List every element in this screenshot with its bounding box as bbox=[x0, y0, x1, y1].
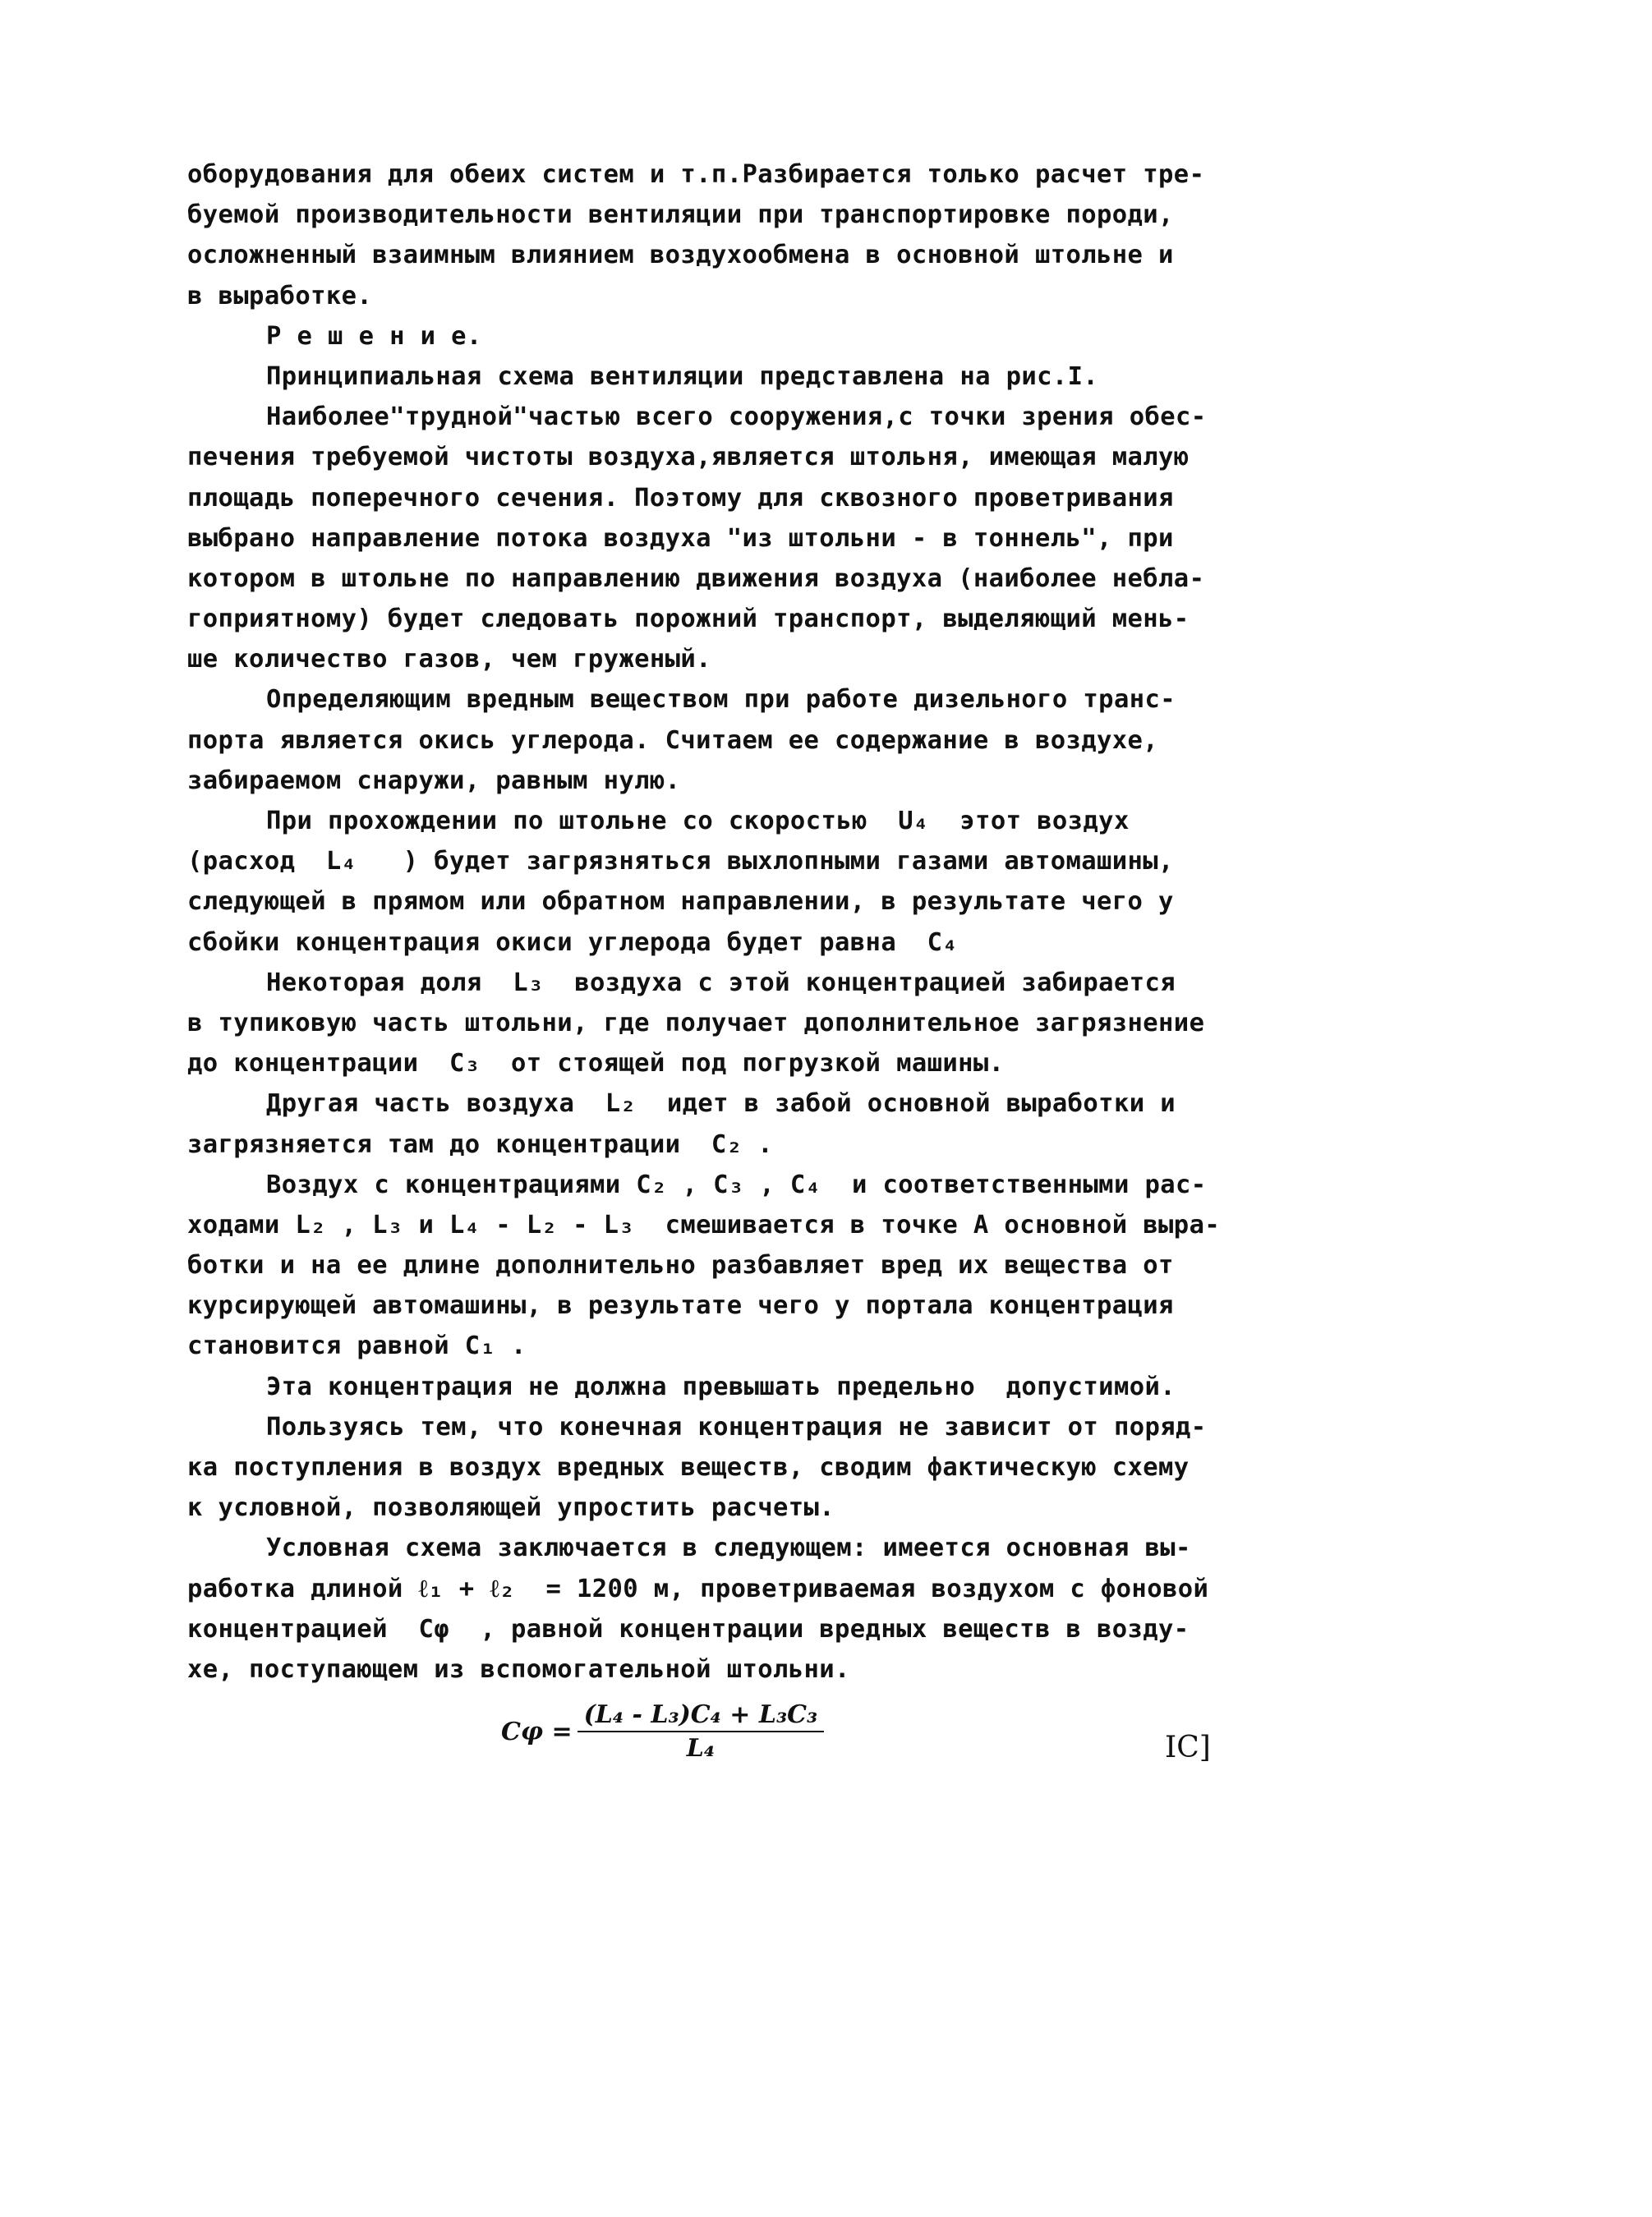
formula-denominator: L₄ bbox=[686, 1734, 715, 1763]
text-line: площадь поперечного сечения. Поэтому для сквозного проветривания bbox=[187, 483, 1174, 513]
body-text bbox=[187, 154, 1272, 1690]
text-line: ботки и на ее длине дополнительно разбавляет вред их вещества от bbox=[187, 1251, 1174, 1281]
text-line: забираемом снаружи, равным нулю. bbox=[187, 766, 681, 795]
text-line: ка поступления в воздух вредных веществ, сводим фактическую схему bbox=[187, 1453, 1190, 1482]
formula-fraction bbox=[578, 1700, 825, 1763]
text-line: Воздух с концентрациями C₂ , C₃ , C₄ и соответственными рас- bbox=[266, 1170, 1207, 1199]
formula-numerator: (L₄ - L₃)C₄ + L₃C₃ bbox=[578, 1700, 825, 1732]
section-heading: Р е ш е н и е. bbox=[266, 321, 482, 351]
text-line: Условная схема заключается в следующем: имеется основная вы- bbox=[266, 1534, 1191, 1563]
text-line: сбойки концентрация окиси углерода будет равна C₄ bbox=[187, 927, 959, 957]
text-line: При прохождении по штольне со скоростью U₄ этот воздух bbox=[266, 807, 1130, 835]
text-line: хе, поступающем из вспомогательной штольни. bbox=[187, 1654, 850, 1684]
text-line: котором в штольне по направлению движения воздуха (наиболее небла- bbox=[187, 563, 1205, 593]
text-line: гоприятному) будет следовать порожний транспорт, выделяющий мень- bbox=[187, 605, 1190, 634]
text-line: до концентрации C₃ от стоящей под погрузкой машины. bbox=[187, 1049, 1005, 1079]
text-line: ше количество газов, чем груженый. bbox=[187, 645, 711, 674]
text-line: курсирующей автомашины, в результате чего у портала концентрация bbox=[187, 1291, 1174, 1321]
text-line: оборудования для обеих систем и т.п.Разбирается только расчет тре- bbox=[187, 160, 1205, 189]
text-line: выбрано направление потока воздуха "из штольни - в тоннель", при bbox=[187, 523, 1174, 553]
text-line: порта является окись углерода. Считаем ее содержание в воздухе, bbox=[187, 725, 1159, 755]
text-line: Другая часть воздуха L₂ идет в забой основной выработки и bbox=[266, 1089, 1176, 1119]
text-line: становится равной C₁ . bbox=[187, 1332, 527, 1361]
text-line: работка длиной ℓ₁ + ℓ₂ = 1200 м, проветриваемая воздухом с фоновой bbox=[187, 1574, 1209, 1603]
text-line: Эта концентрация не должна превышать предельно допустимой. bbox=[266, 1372, 1176, 1401]
text-line: к условной, позволяющей упростить расчеты. bbox=[187, 1493, 835, 1523]
text-line: печения требуемой чистоты воздуха,является штольня, имеющая малую bbox=[187, 443, 1190, 472]
page-number: IC] bbox=[1165, 1731, 1211, 1764]
text-line: в тупиковую часть штольни, где получает дополнительное загрязнение bbox=[187, 1008, 1205, 1037]
text-line: осложненный взаимным влиянием воздухообмена в основной штольне и bbox=[187, 241, 1174, 270]
text-line: (расход L₄ ) будет загрязняться выхлопными газами автомашины, bbox=[187, 847, 1174, 876]
text-line: загрязняется там до концентрации C₂ . bbox=[187, 1129, 773, 1159]
formula bbox=[501, 1700, 824, 1763]
text-line: Наиболее"трудной"частью всего сооружения,с точки зрения обес- bbox=[266, 402, 1207, 432]
text-line: ходами L₂ , L₃ и L₄ - L₂ - L₃ смешивается в точке A основной выра- bbox=[187, 1210, 1221, 1240]
text-line: буемой производительности вентиляции при транспортировке породи, bbox=[187, 200, 1174, 230]
text-line: концентрацией Cφ , равной концентрации вредных веществ в возду- bbox=[187, 1614, 1190, 1644]
text-line: следующей в прямом или обратном направлении, в результате чего у bbox=[187, 887, 1174, 917]
text-line: Определяющим вредным веществом при работе дизельного транс- bbox=[266, 685, 1176, 715]
text-line: Пользуясь тем, что конечная концентрация не зависит от поряд- bbox=[266, 1412, 1207, 1442]
formula-lhs: Cφ = bbox=[501, 1717, 573, 1746]
text-line: Некоторая доля L₃ воздуха с этой концентрацией забирается bbox=[266, 968, 1176, 997]
text-line: в выработке. bbox=[187, 281, 373, 310]
text-line: Принципиальная схема вентиляции представлена на рис.I. bbox=[266, 361, 1099, 391]
